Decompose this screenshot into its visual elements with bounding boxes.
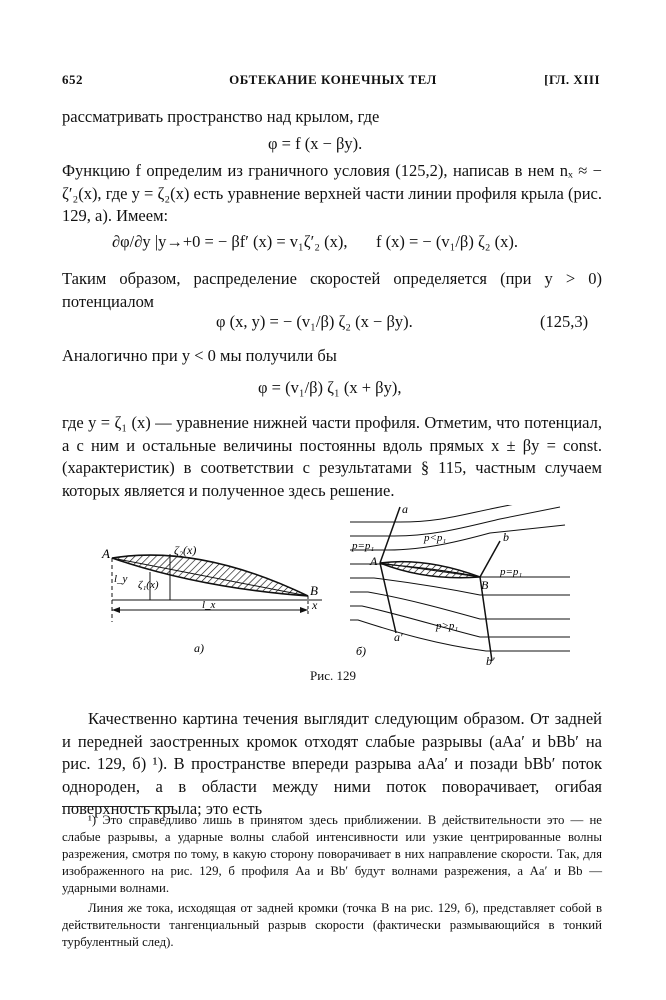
paragraph-6: Качественно картина течения выглядит следующим образом. От задней и передней заостренных кромок отходят слабые разрывы (aAa′ и bBb′ на рис. 129, б) ¹). В пространстве впереди разрыва aAa′ и позади bBb′ поток однороден, а в области между ними поток поворачивает, огибая поверхность крыла; это есть — [62, 709, 602, 818]
fig-b-label-p-gt: p>p₁ — [436, 620, 459, 632]
fig-a-label-lx: l_x — [202, 599, 216, 611]
fig-b-label-b: b — [503, 530, 509, 544]
characteristic-bB — [480, 541, 500, 577]
page-number: 652 — [62, 72, 83, 87]
fig-b-sublabel: б) — [356, 644, 367, 658]
equation-3-number: (125,3) — [540, 312, 589, 331]
footnote-2: Линия же тока, исходящая от задней кромки (точка B на рис. 129, б), представляет собой в действительности тангенциальный разрыв скорости (фактически размывающийся в тонкий турбулентный след). — [62, 901, 602, 949]
equation-3: φ (x, y) = − (v₁/β) ζ₂ (x − βy). — [216, 312, 413, 331]
fig-b-label-p-eq-1: p=p₁ — [352, 540, 375, 552]
paragraph-5: где y = ζ₁ (x) — уравнение нижней части профиля. Отметим, что потенциал, а с ним и остальные величины постоянны вдоль прямых x ± βy = const. (характеристик) в соответствии с результатами § 115, частным случаем которых является и полученное здесь решение. — [62, 413, 602, 500]
paragraph-2: Функцию f определим из граничного условия (125,2), написав в нем nₓ ≈ − ζ′₂(x), где y = ζ₂(x) есть уравнение верхней части линии профиля крыла (рис. 129, а). Имеем: — [62, 161, 602, 225]
equation-2-left: ∂φ/∂y |y→+0 = − βf′ (x) = v₁ζ′₂ (x), — [112, 232, 348, 251]
fig-a-label-A: A — [102, 546, 110, 561]
fig-a-label-zeta2: ζ₂(x) — [174, 543, 197, 557]
fig-b-label-p-lt: p<p₁ — [424, 532, 447, 544]
fig-a-label-B: B — [310, 583, 318, 598]
paragraph-1: рассматривать пространство над крылом, где — [62, 107, 380, 126]
fig-b-label-a-prime: a′ — [394, 630, 403, 644]
fig-b-label-b-prime: b′ — [486, 654, 495, 667]
fig-a-label-x: x — [312, 598, 318, 612]
paragraph-4: Аналогично при y < 0 мы получили бы — [62, 346, 337, 365]
fig-a-label-ly: l_y — [114, 573, 128, 585]
fig-a-sublabel: а) — [194, 641, 204, 655]
equation-2-right: f (x) = − (v₁/β) ζ₂ (x). — [376, 232, 519, 251]
figure-129b — [340, 505, 590, 667]
footnote-rule — [62, 806, 172, 807]
fig-a-label-zeta1: ζ₁(x) — [138, 579, 159, 591]
footnote-1: ¹) Это справедливо лишь в принятом здесь приближении. В действительности это — не слабые разрывы, а ударные волны слабой интенсивности или узкие центрированные волны разрежения, смотря по тому, в какую сторону поворачивает в них направление скорости. Так, для изображенного на рис. 129, б профиля Aa и Bb′ будут волнами разрежения, а Aa′ и Bb — ударными волнами. — [62, 813, 602, 895]
characteristic-aA — [380, 507, 400, 563]
equation-1: φ = f (x − βy). — [268, 134, 363, 153]
fig-b-label-a: a — [402, 505, 408, 516]
fig-b-label-B: B — [481, 578, 489, 592]
equation-4: φ = (v₁/β) ζ₁ (x + βy), — [258, 378, 402, 397]
paragraph-3: Таким образом, распределение скоростей определяется (при y > 0) потенциалом — [62, 269, 602, 311]
fig-b-label-p-eq-2: p=p₁ — [500, 566, 523, 578]
characteristic-Aa-prime — [380, 563, 396, 633]
figure-129a — [90, 530, 330, 660]
chapter-label: [ГЛ. XIII — [544, 72, 600, 87]
running-title: ОБТЕКАНИЕ КОНЕЧНЫХ ТЕЛ — [229, 72, 437, 87]
fig-b-label-A: A — [370, 554, 378, 568]
figure-caption: Рис. 129 — [310, 668, 356, 683]
